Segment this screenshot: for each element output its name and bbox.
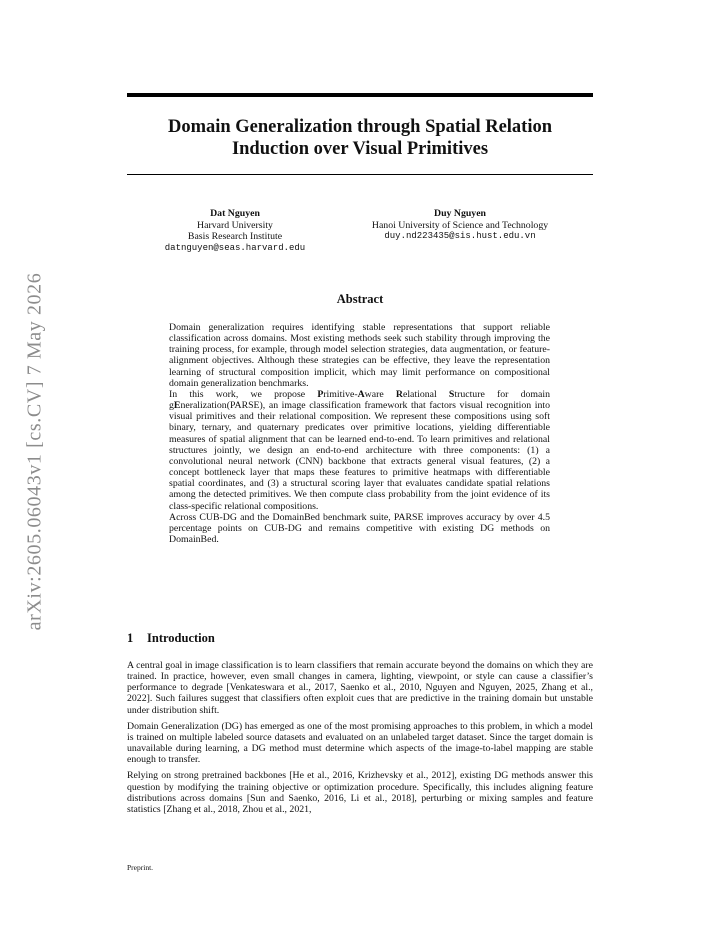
- abstract-body: [169, 322, 550, 545]
- intro-paragraph-2: Domain Generalization (DG) has emerged as one of the most promising approaches to this problem, in which a model is trained on multiple labeled source datasets and evaluated on an unlabeled target dataset. Since the target domain is unavailable during learning, a DG method must determine which aspects of the image-to-label mapping are stable enough to transfer.: [127, 720, 593, 766]
- intro-paragraph-1: A central goal in image classification is to learn classifiers that remain accurate beyond the domains on which they are trained. In practice, however, even small changes in camera, lighting, viewpoint, or style can cause a classifier’s performance to degrade [Venkateswara et al., 2017, Saenko et al., 2010, Nguyen and Nguyen, 2025, Zhang et al., 2022]. Such failures suggest that classifiers often exploit cues that are predictive in the training domain but unstable under distribution shift.: [127, 660, 593, 716]
- abstract-paragraph-2: In this work, we propose Primitive-Aware Relational Structure for domain gEneralization(PARSE), an image classification framework that factors visual recognition into visual primitives and their relational composition. We represent these compositions using soft binary, ternary, and quaternary predicates over primitive locations, yielding differentiable measures of spatial alignment that can be learned end-to-end. To learn primitives and relational structures jointly, we design an end-to-end architecture with three components: (1) a convolutional neural network (CNN) backbone that extracts general visual features, (2) a concept bottleneck layer that maps these features to primitive heatmaps with differentiable spatial coordinates, and (3) a structural scoring layer that evaluates candidate spatial relations among the detected primitives. We then compute class probability from the joint evidence of its class-specific relational compositions.: [169, 388, 550, 512]
- introduction-body: [127, 660, 593, 820]
- author-block-1: [140, 208, 330, 255]
- preprint-footer: Preprint.: [127, 863, 154, 872]
- abstract-paragraph-1: Domain generalization requires identifying stable representations that support reliable classification across domains. Most existing methods seek such stability through improving the training process, for example, through model selection strategies, data augmentation, or feature-alignment objectives. Although these strategies can be effective, they leave the representation learning of structural composition implicit, which may limit performance on compositional domain generalization benchmarks.: [169, 322, 550, 389]
- author-name: Duy Nguyen: [434, 208, 486, 219]
- abstract-paragraph-3: Across CUB-DG and the DomainBed benchmark suite, PARSE improves accuracy by over 4.5 percentage points on CUB-DG and remains competitive with existing DG methods on DomainBed.: [169, 511, 550, 545]
- author-affiliation: Harvard University: [197, 219, 273, 231]
- title-rule-top: [127, 93, 593, 97]
- intro-paragraph-3: Relying on strong pretrained backbones [He et al., 2016, Krizhevsky et al., 2012], existing DG methods answer this question by modifying the training objective or optimization procedure. Specifically, this includes aligning feature distributions across domains [Sun and Saenko, 2016, Li et al., 2018], perturbing or mixing samples and feature statistics [Zhang et al., 2018, Zhou et al., 2021,: [127, 770, 593, 815]
- section-heading-introduction: [127, 631, 215, 646]
- title-line-1: Domain Generalization through Spatial Relation: [167, 117, 553, 137]
- author-affiliation: Hanoi University of Science and Technology: [371, 219, 549, 231]
- author-email: datnguyen@seas.harvard.edu: [164, 243, 306, 254]
- section-title: Introduction: [147, 631, 215, 645]
- arxiv-sidebar: [20, 262, 50, 640]
- section-number: 1: [127, 631, 134, 645]
- abstract-heading: Abstract: [336, 292, 384, 306]
- author-block-2: [345, 208, 575, 243]
- title-rule-bottom: [127, 174, 593, 175]
- paper-title: [127, 116, 593, 160]
- author-email: duy.nd223435@sis.hust.edu.vn: [384, 231, 536, 242]
- author-affiliation: Basis Research Institute: [187, 231, 283, 243]
- title-line-2: Induction over Visual Primitives: [231, 139, 489, 159]
- arxiv-identifier: arXiv:2605.06043v1 [cs.CV] 7 May 2026: [23, 272, 46, 630]
- author-name: Dat Nguyen: [210, 208, 260, 219]
